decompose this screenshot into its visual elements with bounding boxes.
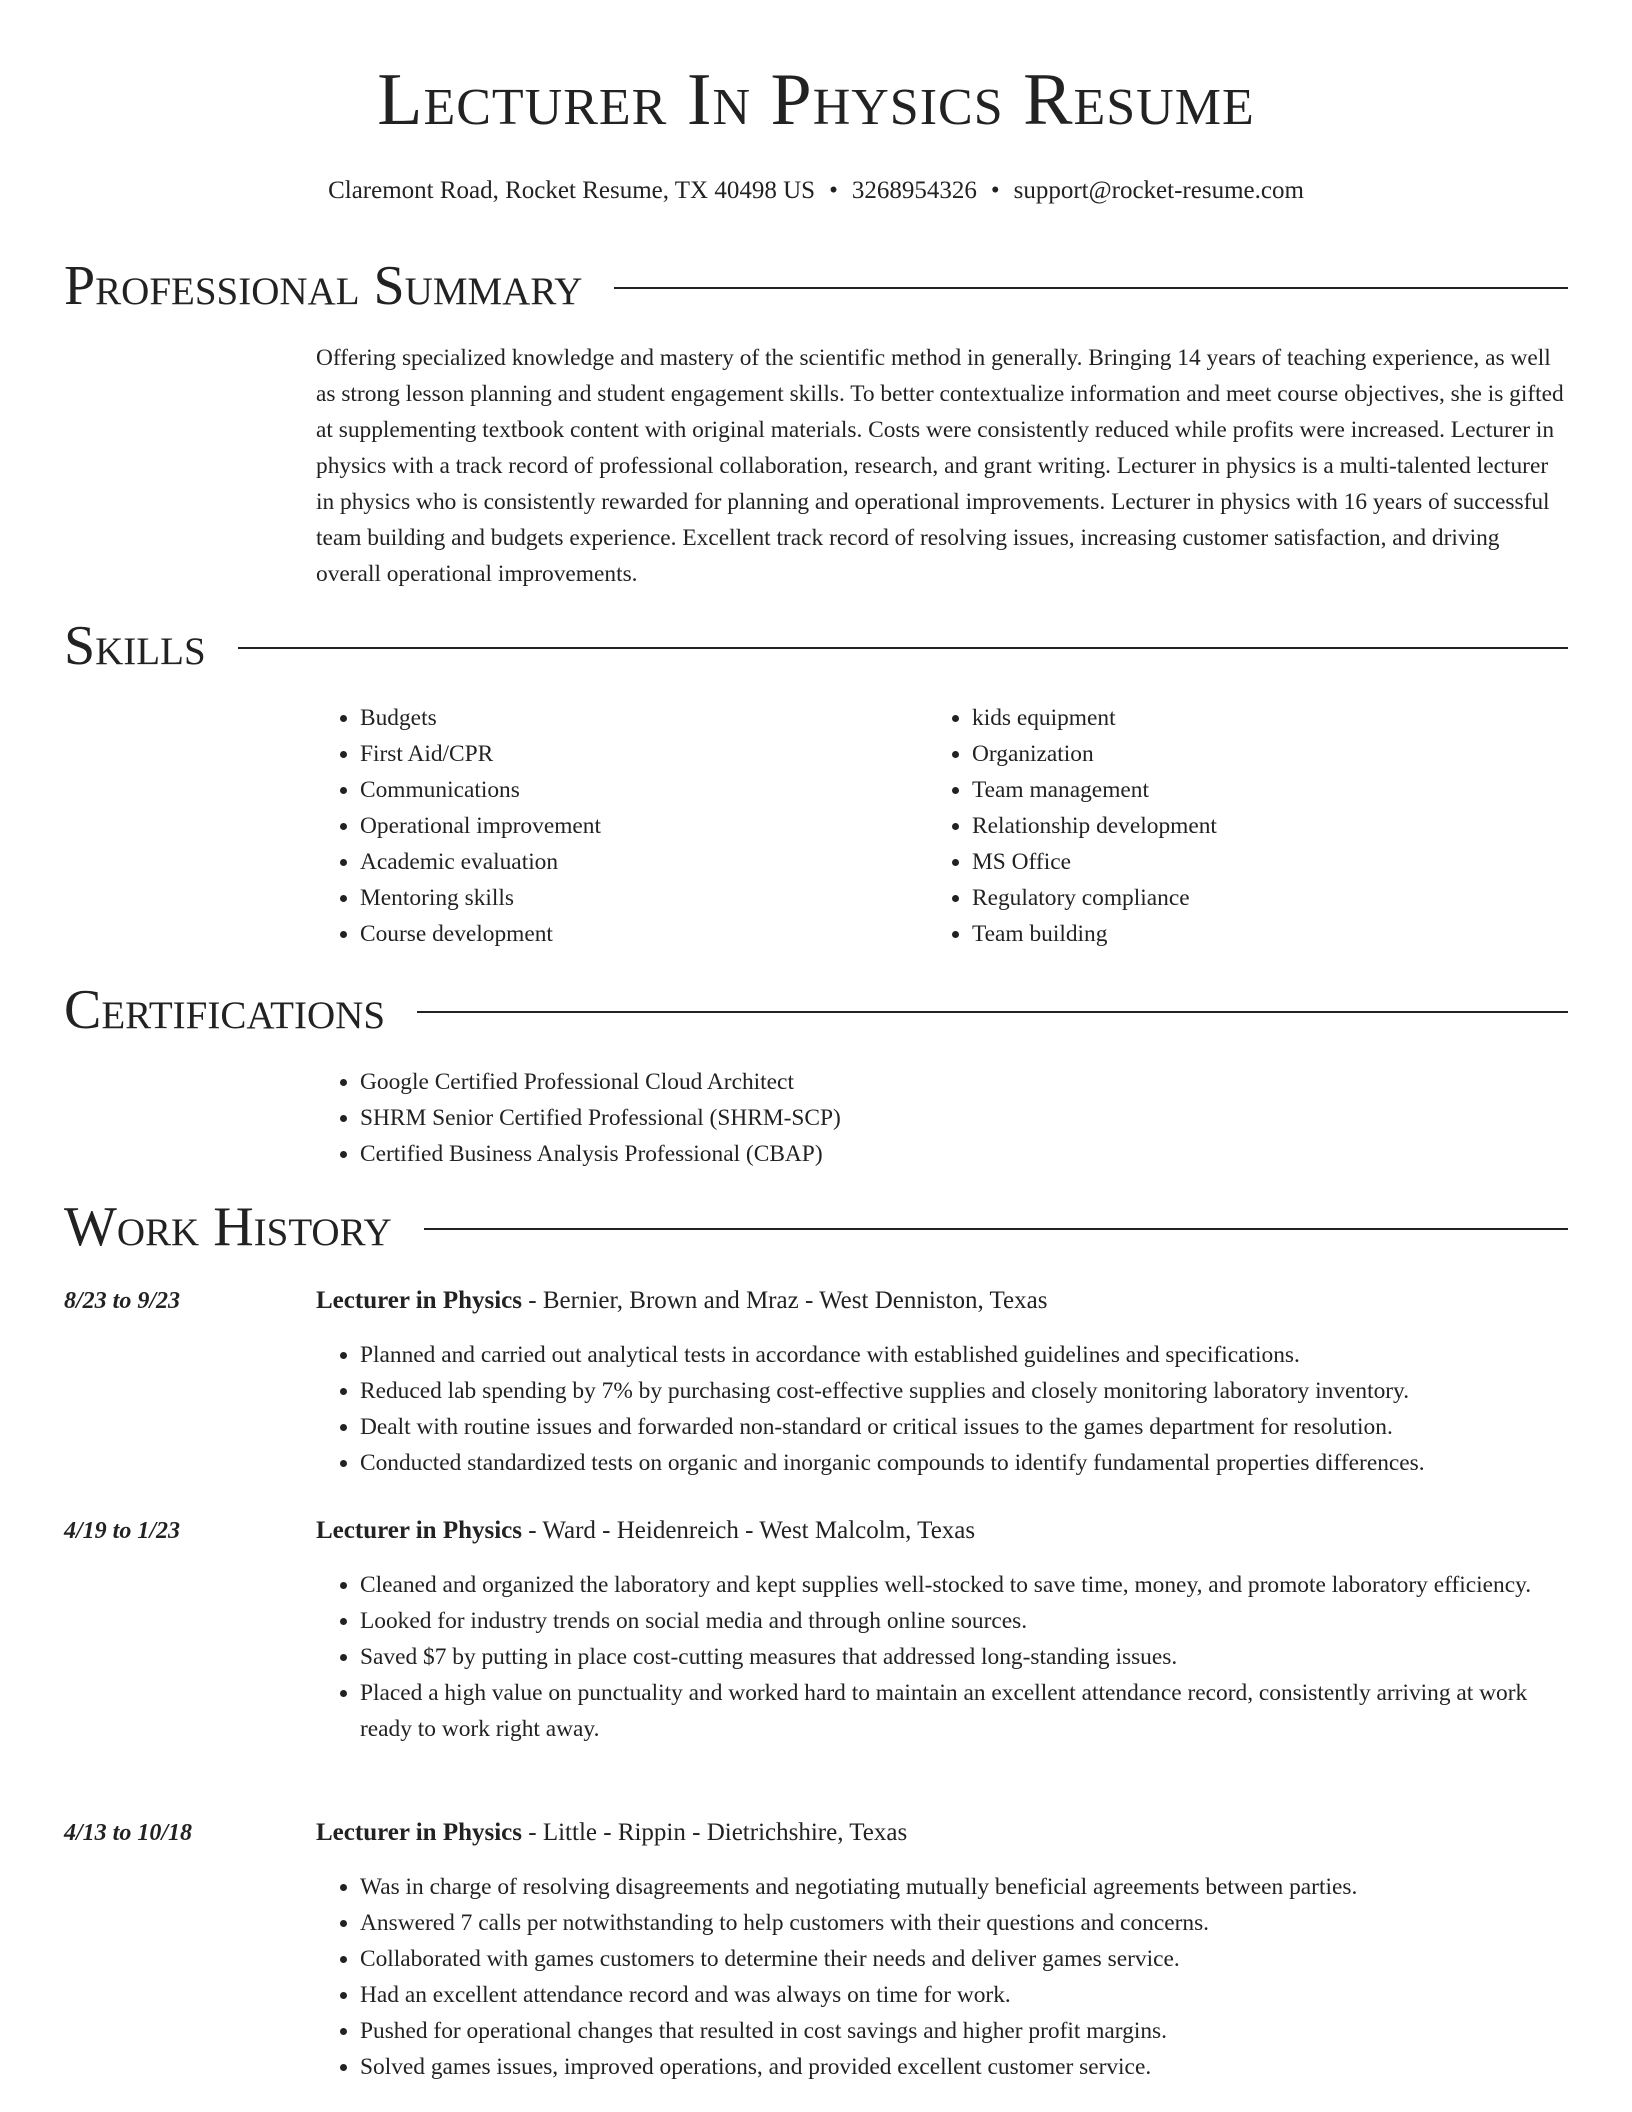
job-heading — [316, 1815, 907, 1851]
skill-item: • kids equipment — [972, 700, 1528, 736]
duties-list — [316, 1567, 1568, 1747]
duty-item: • Placed a high value on punctuality and worked hard to maintain an excellent attendance record, consistently arriving at work ready to work right away. — [360, 1675, 1568, 1747]
resume-title: Lecturer In Physics Resume — [377, 59, 1255, 141]
duty-item: • Reduced lab spending by 7% by purchasing cost-effective supplies and closely monitoring laboratory inventory. — [360, 1373, 1568, 1409]
skill-item: • Team management — [972, 772, 1528, 808]
certification-item: • Certified Business Analysis Professional (CBAP) — [360, 1136, 1516, 1172]
skill-item: • Academic evaluation — [360, 844, 916, 880]
job-employer: - Ward - Heidenreich - West Malcolm, Texas — [522, 1517, 976, 1544]
duty-item: • Collaborated with games customers to determine their needs and deliver games service. — [360, 1941, 1568, 1977]
skills-heading: Skills — [64, 615, 206, 677]
job-employer: - Little - Rippin - Dietrichshire, Texas — [522, 1819, 908, 1846]
certification-item: • SHRM Senior Certified Professional (SHRM-SCP) — [360, 1100, 1516, 1136]
skill-item: • Operational improvement — [360, 808, 916, 844]
job-dates: 4/19 to 1/23 — [64, 1518, 181, 1544]
certification-item: • Google Certified Professional Cloud Architect — [360, 1064, 1516, 1100]
duty-item: • Pushed for operational changes that resulted in cost savings and higher profit margins. — [360, 2013, 1568, 2049]
duty-item: • Answered 7 calls per notwithstanding to help customers with their questions and concerns. — [360, 1905, 1568, 1941]
duties-list — [316, 1869, 1568, 2085]
skill-item: • Budgets — [360, 700, 916, 736]
skill-item: • MS Office — [972, 844, 1528, 880]
job-role: Lecturer in Physics — [316, 1517, 523, 1544]
contact-separator: • — [990, 177, 1000, 204]
section-divider — [417, 1011, 1568, 1013]
contact-separator: • — [829, 177, 838, 204]
job-duties — [316, 1869, 1568, 2085]
job-dates: 4/13 to 10/18 — [64, 1820, 193, 1846]
summary-text: Offering specialized knowledge and mastery of the scientific method in generally. Bringing 14 years of teaching experience, as well as strong lesson planning and student engagement skills. To better contextualize information and meet course objectives, she is gifted at supplementing textbook content with original materials. Costs were consistently reduced while profits were increased. Lecturer in physics with a track record of professional collaboration, research, and grant writing. Lecturer in physics is a multi-talented lecturer in physics who is consistently rewarded for planning and operational improvements. Lecturer in physics with 16 years of successful team building and budgets experience. Excellent track record of resolving issues, increasing customer satisfaction, and driving overall operational improvements. — [316, 345, 1564, 587]
duty-item: • Conducted standardized tests on organic and inorganic compounds to identify fundamental properties differences. — [360, 1445, 1568, 1481]
summary-section-heading — [64, 254, 1568, 318]
section-divider — [614, 287, 1568, 289]
certifications-section-heading — [64, 978, 1568, 1042]
duty-item: • Cleaned and organized the laboratory and kept supplies well-stocked to save time, money, and promote laboratory efficiency. — [360, 1567, 1568, 1603]
work-history-heading: Work History — [64, 1196, 392, 1258]
work-history-section-heading — [64, 1195, 1568, 1259]
job-duties — [316, 1337, 1568, 1481]
section-divider — [238, 647, 1568, 649]
job-heading — [316, 1513, 975, 1549]
contact-address: Claremont Road, Rocket Resume, TX 40498 US — [328, 177, 816, 204]
skill-item: • Relationship development — [972, 808, 1528, 844]
duty-item: • Was in charge of resolving disagreements and negotiating mutually beneficial agreements between parties. — [360, 1869, 1568, 1905]
skills-left-column — [316, 700, 916, 952]
job-duties — [316, 1567, 1568, 1747]
skill-item: • Regulatory compliance — [972, 880, 1528, 916]
duty-item: • Looked for industry trends on social media and through online sources. — [360, 1603, 1568, 1639]
skills-list-right — [928, 700, 1528, 952]
duty-item: • Saved $7 by putting in place cost-cutting measures that addressed long-standing issues. — [360, 1639, 1568, 1675]
skills-list-left — [316, 700, 916, 952]
skill-item: • First Aid/CPR — [360, 736, 916, 772]
contact-line — [0, 174, 1632, 208]
certifications-list — [316, 1064, 1516, 1172]
summary-heading: Professional Summary — [64, 255, 583, 317]
duties-list — [316, 1337, 1568, 1481]
certifications-heading: Certifications — [64, 979, 386, 1041]
duty-item: • Planned and carried out analytical tests in accordance with established guidelines and specifications. — [360, 1337, 1568, 1373]
job-employer: - Bernier, Brown and Mraz - West Denniston, Texas — [522, 1287, 1048, 1314]
duty-item: • Had an excellent attendance record and was always on time for work. — [360, 1977, 1568, 2013]
certifications-block — [316, 1064, 1516, 1172]
skill-item: • Communications — [360, 772, 916, 808]
contact-phone: 3268954326 — [851, 177, 977, 204]
duty-item: • Dealt with routine issues and forwarded non-standard or critical issues to the games department for resolution. — [360, 1409, 1568, 1445]
section-divider — [424, 1228, 1568, 1230]
skill-item: • Organization — [972, 736, 1528, 772]
skill-item: • Team building — [972, 916, 1528, 952]
contact-email: support@rocket-resume.com — [1013, 177, 1304, 204]
skills-right-column — [928, 700, 1528, 952]
skill-item: • Course development — [360, 916, 916, 952]
duty-item: • Solved games issues, improved operations, and provided excellent customer service. — [360, 2049, 1568, 2085]
skill-item: • Mentoring skills — [360, 880, 916, 916]
job-role: Lecturer in Physics — [316, 1819, 523, 1846]
skills-section-heading — [64, 614, 1568, 678]
job-heading — [316, 1283, 1047, 1319]
job-role: Lecturer in Physics — [316, 1287, 523, 1314]
job-dates: 8/23 to 9/23 — [64, 1288, 181, 1314]
